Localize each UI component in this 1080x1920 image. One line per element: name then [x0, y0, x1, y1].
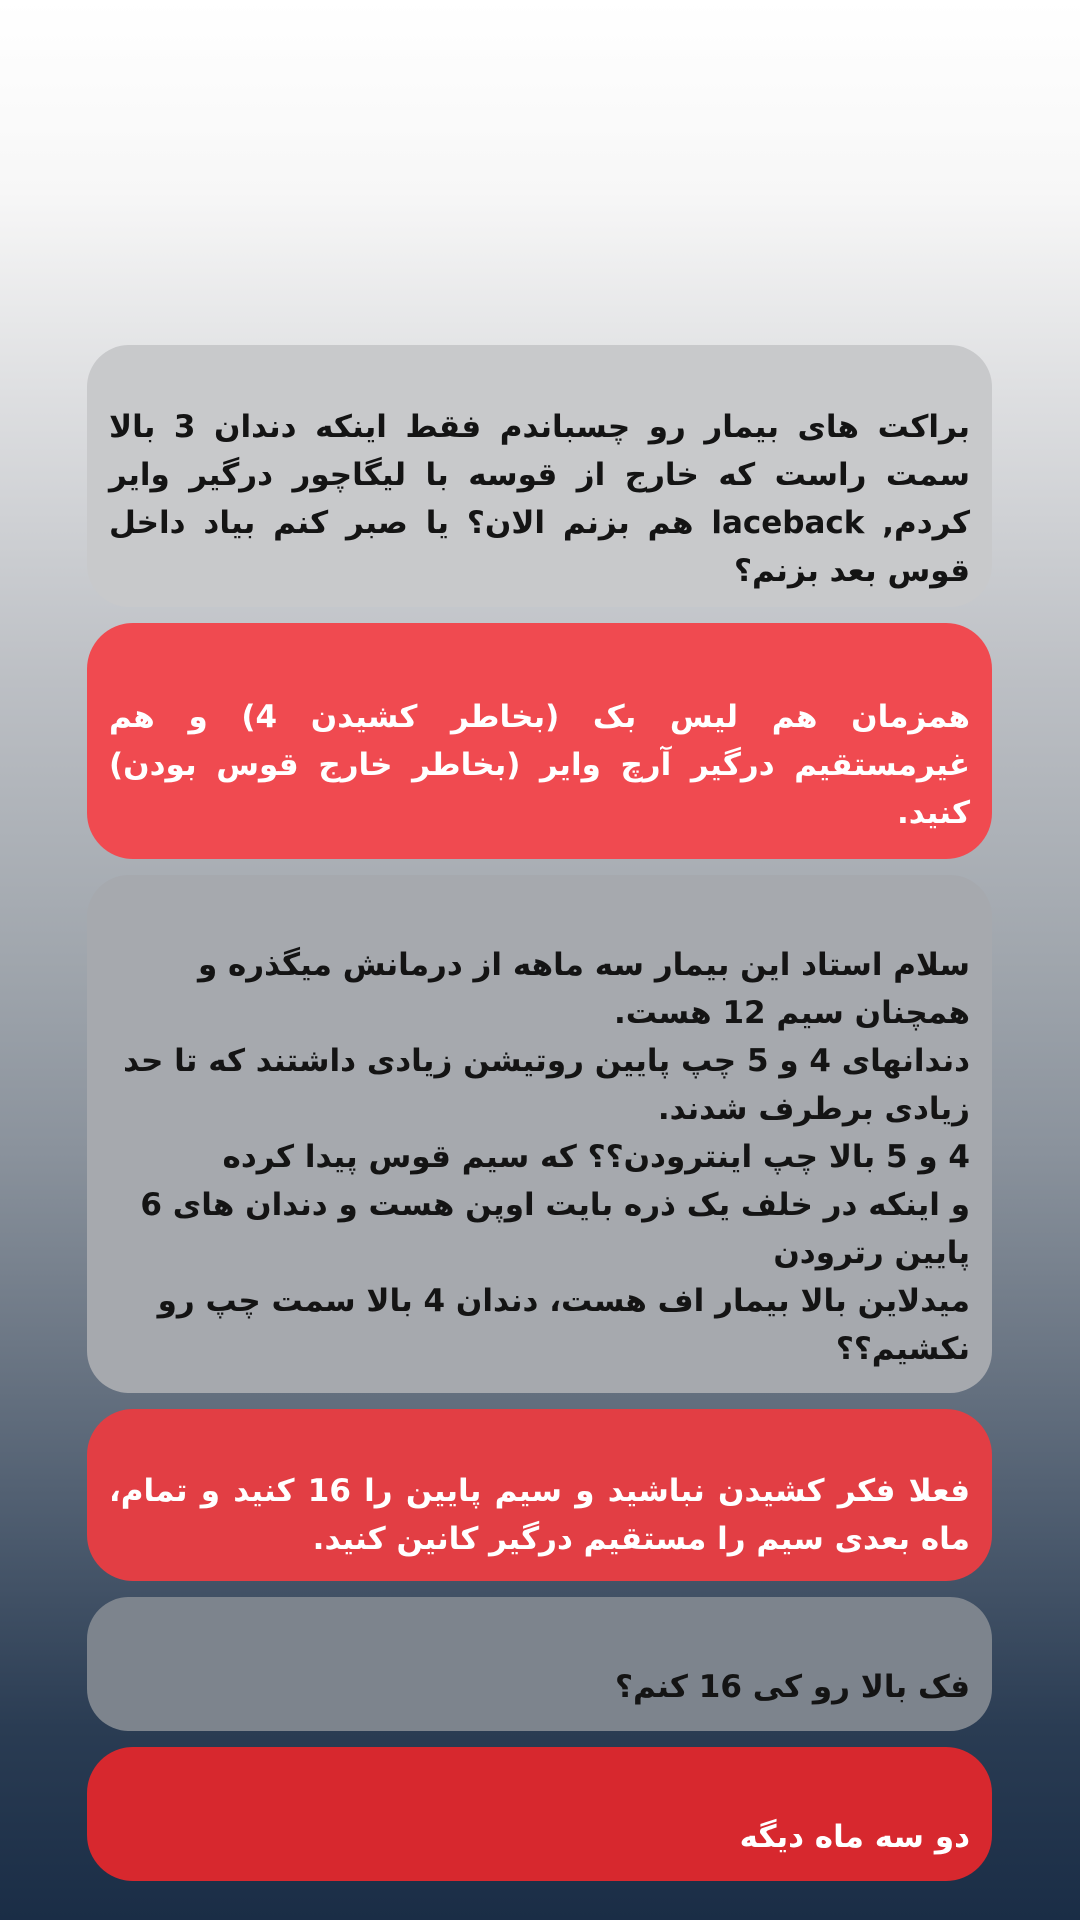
message-bubble-answer-1[interactable]: [87, 623, 992, 859]
message-text: فک بالا رو کی 16 کنم؟: [614, 1669, 970, 1705]
message-text: سلام استاد این بیمار سه ماهه از درمانش میگذره و همچنان سیم 12 هست. دندانهای 4 و 5 چپ پایین روتیشن زیادی داشتند که تا حد زیادی برطرف شدند. 4 و 5 بالا چپ اینترودن؟؟ که سیم قوس پیدا کرده و اینکه در خلف یک ذره بایت اوپن هست و دندان های 6 پایین رترودن میدلاین بالا بیمار اف هست، دندان 4 بالا سمت چپ رو نکشیم؟؟: [123, 947, 970, 1367]
message-text: فعلا فکر کشیدن نباشید و سیم پایین را 16 کنید و تمام، ماه بعدی سیم را مستقیم درگیر کانین کنید.: [109, 1473, 970, 1557]
message-text: براکت های بیمار رو چسباندم فقط اینکه دندان 3 بالا سمت راست که خارج از قوسه با لیگاچور درگیر وایر کردم, laceback هم بزنم الان؟ یا صبر کنم بیاد داخل قوس بعد بزنم؟: [109, 409, 970, 589]
message-bubble-question-1[interactable]: [87, 345, 992, 607]
message-text: همزمان هم لیس بک (بخاطر کشیدن 4) و هم غیرمستقیم درگیر آرچ وایر (بخاطر خارج قوس بودن) کنید.: [109, 699, 970, 831]
message-bubble-question-2[interactable]: [87, 875, 992, 1393]
message-text: دو سه ماه دیگه: [739, 1819, 970, 1855]
message-bubble-question-3[interactable]: [87, 1597, 992, 1731]
message-list: [87, 345, 992, 1897]
message-bubble-answer-3[interactable]: [87, 1747, 992, 1881]
message-bubble-answer-2[interactable]: [87, 1409, 992, 1581]
